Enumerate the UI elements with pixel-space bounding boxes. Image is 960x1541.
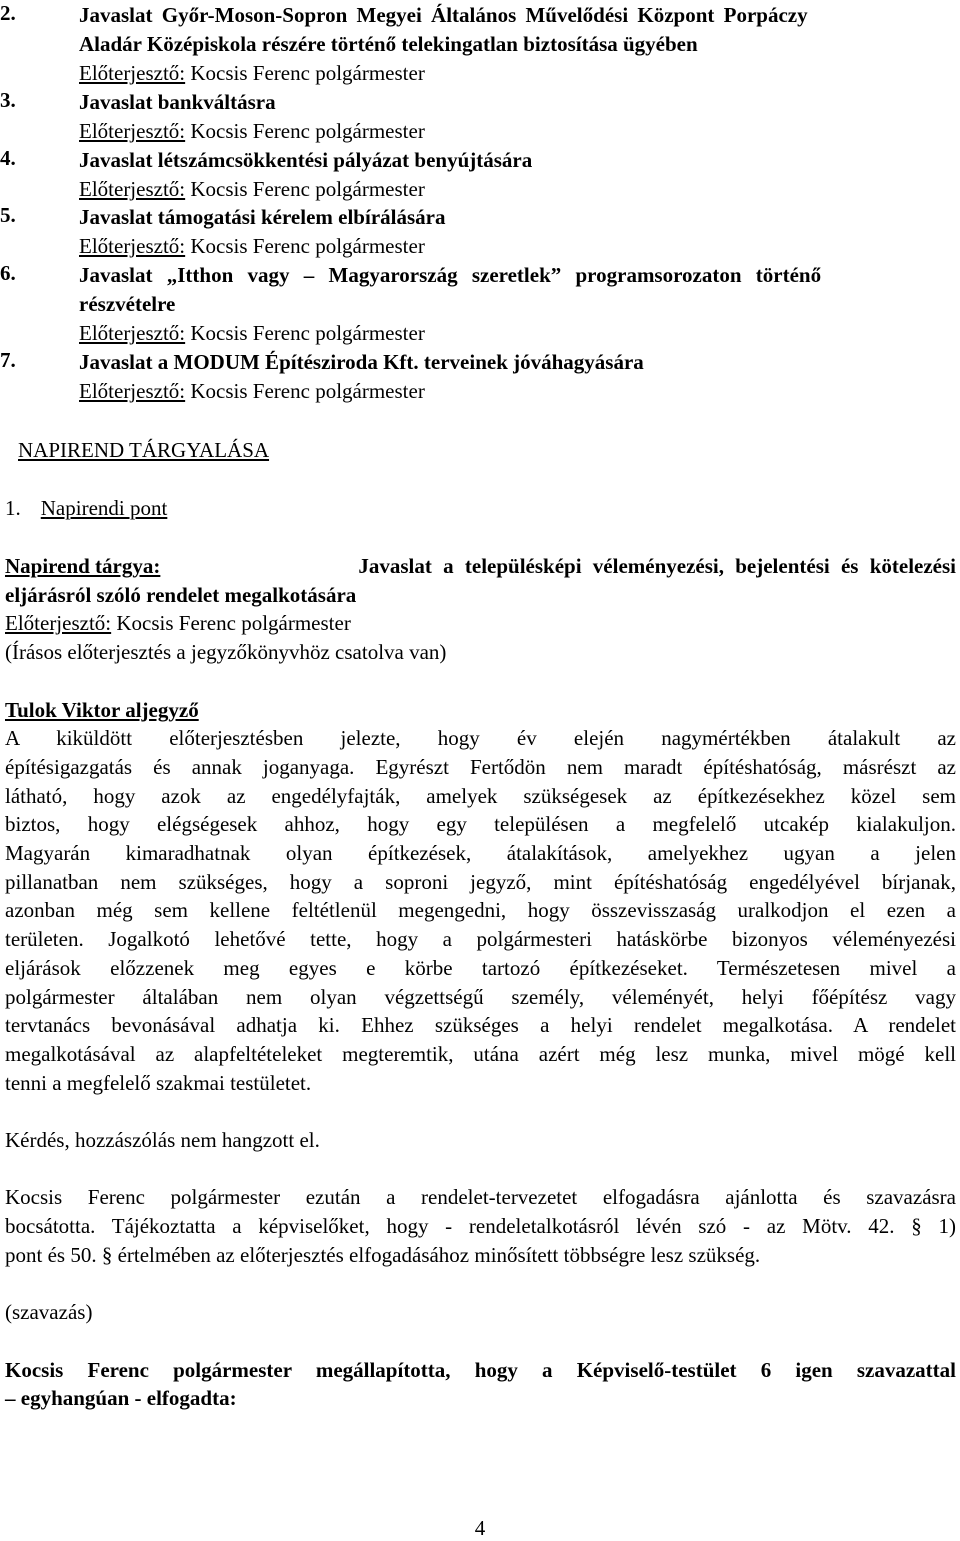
agenda-item-presenter: Előterjesztő: Kocsis Ferenc polgármester: [79, 321, 425, 345]
paragraph-line: bocsátotta. Tájékoztatta a képviselőket, hogy - rendeletalkotásról lévén szó - az Mötv. 42. § 1): [5, 1214, 956, 1239]
agenda-item-presenter: Előterjesztő: Kocsis Ferenc polgármester: [79, 61, 425, 85]
paragraph-line: területen. Jogalkotó lehetővé tette, hogy a polgármesteri hatáskörbe bizonyos véleményezési: [5, 927, 956, 952]
agenda-item-title: Aladár Középiskola részére történő telekingatlan biztosítása ügyében: [79, 32, 698, 56]
agenda-item-title: Javaslat a MODUM Építésziroda Kft. terveinek jóváhagyására: [79, 350, 644, 374]
paragraph-line: eljárások előzzenek meg egyes e körbe tartozó építkezéseket. Természetesen mivel a: [5, 955, 956, 980]
paragraph-line: tenni a megfelelő szakmai testületet.: [5, 1070, 312, 1095]
subject-line: eljárásról szóló rendelet megalkotására: [5, 582, 357, 607]
agenda-item-number: 5.: [0, 203, 16, 227]
page-number: 4: [474, 1516, 486, 1540]
agenda-item-4: [0, 146, 960, 204]
agenda-item-title: részvételre: [79, 292, 176, 316]
paragraph-line: pillanatban nem szükséges, hogy a soproni jegyző, mint építéshatóság engedélyével bírjanak,: [5, 869, 956, 894]
paragraph-line: azonban még sem kellene feltétlenül megengedni, hogy összevisszaság uralkodjon el ezen a: [5, 898, 956, 923]
agenda-item-7: [0, 348, 960, 406]
paragraph-line: Magyarán kimaradhatnak olyan építkezések, átalakítások, amelyekhez ugyan a jelen: [5, 841, 956, 866]
subject-line: Napirend tárgya: Javaslat a településképi véleményezési, bejelentési és kötelezési: [5, 554, 956, 578]
paragraph-line: pont és 50. § értelmében az előterjesztés elfogadásához minősített többségre lesz szükség.: [5, 1242, 761, 1267]
agenda-item-number: 3.: [0, 88, 16, 112]
agenda-item-number: 6.: [0, 261, 16, 285]
agenda-item-title: Javaslat támogatási kérelem elbírálására: [79, 205, 446, 229]
agenda-item-5: [0, 203, 960, 261]
section-heading: NAPIREND TÁRGYALÁSA: [18, 438, 270, 462]
agenda-item-title: Javaslat létszámcsökkentési pályázat benyújtására: [79, 148, 533, 172]
paragraph-line: biztos, hogy elégségesek ahhoz, hogy egy településen a megfelelő utcakép kialakuljon.: [5, 812, 956, 837]
paragraph-line: megalkotásával az alapfeltételeket megteremtik, utána azért még lesz munka, mivel mögé kell: [5, 1041, 956, 1066]
agenda-item-presenter: Előterjesztő: Kocsis Ferenc polgármester: [79, 234, 425, 258]
agenda-item-number: 7.: [0, 348, 16, 372]
paragraph-line: tervtanács bevonásával adhatja ki. Ehhez szükséges a helyi rendelet megalkotása. A rendelet: [5, 1013, 956, 1038]
agenda-item-title: Javaslat bankváltásra: [79, 90, 276, 114]
agenda-item-2: [0, 1, 960, 88]
agenda-item-title: Javaslat Győr-Moson-Sopron Megyei Általános Művelődési Központ Porpáczy: [79, 3, 808, 27]
speaker-name: Tulok Viktor aljegyző: [5, 697, 199, 722]
vote-result-paragraph: [5, 1356, 956, 1413]
agenda-item-number: 2.: [0, 1, 16, 25]
agenda-item-presenter: Előterjesztő: Kocsis Ferenc polgármester: [79, 119, 425, 143]
paragraph-line: Kocsis Ferenc polgármester ezután a rendelet-tervezetet elfogadásra ajánlotta és szavazásra: [5, 1185, 956, 1210]
minutes-body: [5, 552, 956, 1413]
no-questions-note: Kérdés, hozzászólás nem hangzott el.: [5, 1128, 320, 1153]
paragraph-line: A kiküldött előterjesztésben jelezte, hogy év elején nagymértékben átalakult az: [5, 726, 956, 751]
presenter-line: Előterjesztő: Kocsis Ferenc polgármester: [5, 611, 351, 636]
paragraph-line: polgármester általában nem olyan végzettségű személy, véleményét, helyi főépítész vagy: [5, 984, 956, 1009]
agenda-item-3: [0, 88, 960, 146]
agenda-item-6: [0, 261, 960, 348]
agenda-item-presenter: Előterjesztő: Kocsis Ferenc polgármester: [79, 379, 425, 403]
agenda-item-presenter: Előterjesztő: Kocsis Ferenc polgármester: [79, 177, 425, 201]
paragraph-line: építésigazgatás és annak joganyaga. Egyrészt Fertődön nem maradt építéshatóság, másrészt az: [5, 754, 956, 779]
attachment-note: (Írásos előterjesztés a jegyzőkönyvhöz csatolva van): [5, 640, 447, 665]
agenda-item-number: 4.: [0, 146, 16, 170]
vote-marker: (szavazás): [5, 1300, 93, 1325]
paragraph-line: Kocsis Ferenc polgármester megállapította, hogy a Képviselő-testület 6 igen szavazattal: [5, 1357, 956, 1382]
agenda-item-title: Javaslat „Itthon vagy – Magyarország szeretlek” programsorozaton történő: [79, 263, 822, 287]
agenda-point-heading: 1. Napirendi pont: [5, 496, 168, 520]
paragraph-line: látható, hogy azok az engedélyfajták, amelyek szükségesek az építkezésekhez közel sem: [5, 783, 956, 808]
paragraph-line: – egyhangúan - elfogadta:: [5, 1386, 237, 1411]
speech-paragraph: [5, 724, 956, 1097]
vote-intro-paragraph: [5, 1183, 956, 1269]
